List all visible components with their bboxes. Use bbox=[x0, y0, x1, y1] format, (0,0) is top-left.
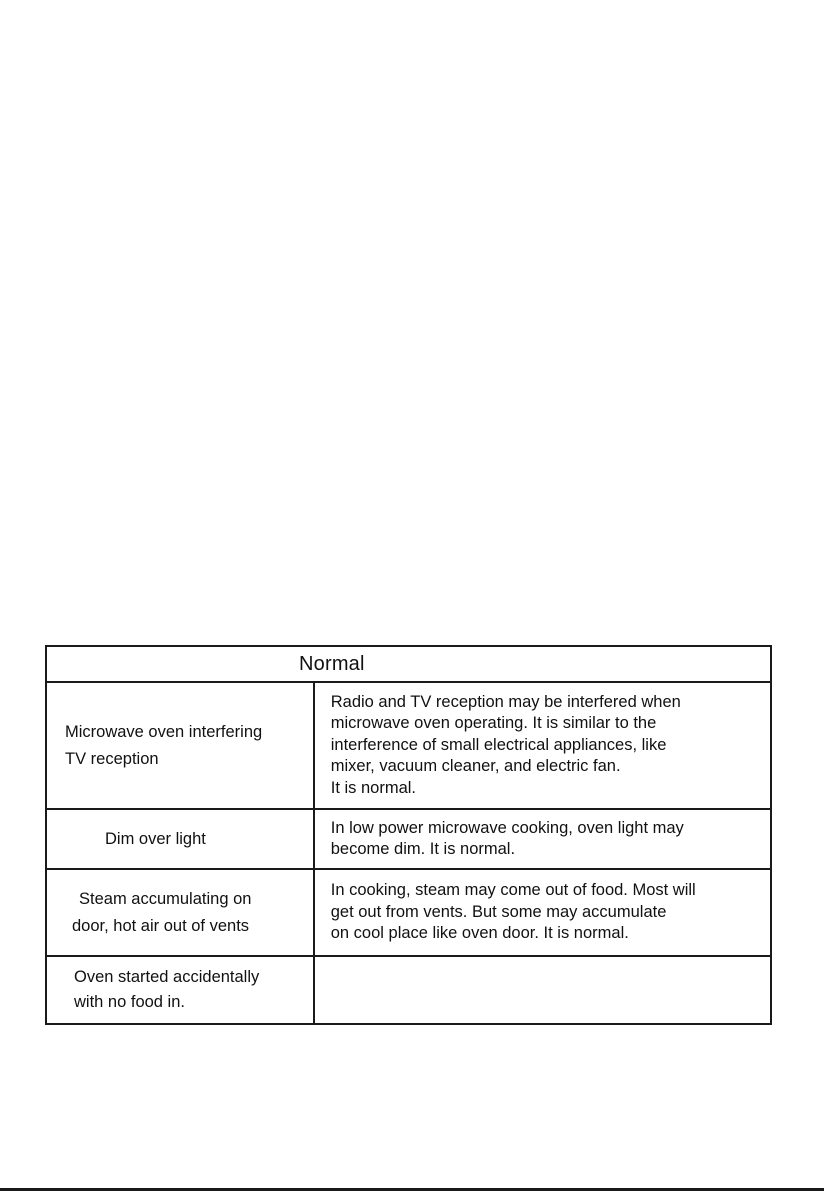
problem-text-line: door, hot air out of vents bbox=[72, 916, 250, 935]
explanation-text-line: In cooking, steam may come out of food. Most will bbox=[330, 881, 696, 900]
explanation-text-line: In low power microwave cooking, oven light may bbox=[330, 818, 684, 837]
problem-text-line: Dim over light bbox=[105, 829, 206, 848]
explanation-text-line: interference of small electrical appliances, like bbox=[330, 735, 667, 754]
problem-text-line: with no food in. bbox=[74, 993, 185, 1011]
explanation-text-line: It is normal. bbox=[330, 778, 417, 797]
explanation-text-line: Radio and TV reception may be interfered when bbox=[330, 692, 681, 711]
explanation-cell bbox=[314, 682, 771, 809]
table-header-title: Normal bbox=[299, 652, 365, 675]
table-header-cell bbox=[46, 646, 771, 682]
explanation-text-line: on cool place like oven door. It is normal. bbox=[330, 924, 629, 943]
explanation-text-line: microwave oven operating. It is similar to the bbox=[330, 714, 657, 733]
explanation-text-line: become dim. It is normal. bbox=[330, 840, 516, 858]
table-row bbox=[46, 682, 771, 809]
problem-text-line: Steam accumulating on bbox=[79, 889, 252, 908]
problem-cell bbox=[46, 809, 314, 869]
problem-text-line: Oven started accidentally bbox=[74, 968, 260, 986]
troubleshooting-table bbox=[45, 645, 772, 1025]
table-header-row bbox=[46, 646, 771, 682]
table-row bbox=[46, 869, 771, 956]
problem-cell bbox=[46, 956, 314, 1024]
explanation-text-line: mixer, vacuum cleaner, and electric fan. bbox=[330, 757, 621, 776]
explanation-cell bbox=[314, 809, 771, 869]
problem-cell bbox=[46, 869, 314, 956]
explanation-text-line: get out from vents. But some may accumulate bbox=[330, 902, 667, 921]
explanation-cell-empty bbox=[314, 956, 771, 1024]
problem-text-line: Microwave oven interfering bbox=[65, 722, 263, 741]
explanation-cell bbox=[314, 869, 771, 956]
table-row bbox=[46, 956, 771, 1024]
problem-cell bbox=[46, 682, 314, 809]
table-row bbox=[46, 809, 771, 869]
problem-text-line: TV reception bbox=[65, 749, 159, 768]
